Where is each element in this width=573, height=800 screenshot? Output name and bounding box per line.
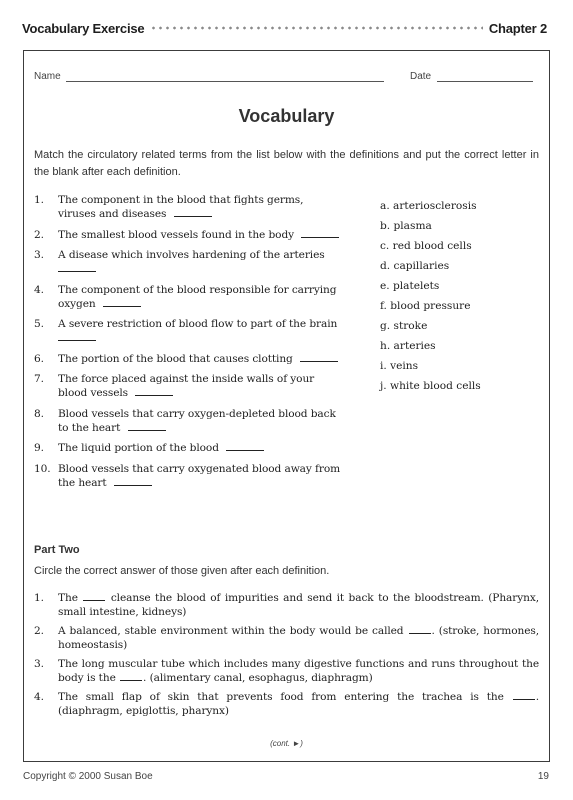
header-dotted-rule [150,26,482,30]
term-item: f. blood pressure [380,300,471,312]
answer-blank[interactable] [103,297,141,307]
answer-blank[interactable] [301,228,339,238]
term-item: d. capillaries [380,260,450,272]
instructions: Match the circulatory related terms from the list below with the definitions and put the correct letter in the blank after each definition. [34,149,539,178]
part-two-title: Part Two [34,544,80,556]
answer-blank[interactable] [135,386,173,396]
term-item: b. plasma [380,220,432,232]
copyright: Copyright © 2000 Susan Boe [23,771,153,782]
question-item: 4. The small flap of skin that prevents food from entering the trachea is the . (diaphragm, epiglottis, pharynx) [34,691,539,717]
term-item: a. arteriosclerosis [380,200,477,212]
definition-item: 7. The force placed against the inside walls of your blood vessels [34,373,315,399]
term-item: j. white blood cells [380,380,481,392]
term-item: i. veins [380,360,419,372]
answer-blank[interactable] [513,690,535,700]
page-number: 19 [537,771,549,782]
answer-blank[interactable] [300,352,338,362]
term-item: h. arteries [380,340,436,352]
answer-blank[interactable] [58,262,96,272]
question-item: 3. The long muscular tube which includes many digestive functions and runs throughout the body is the . (alimentary canal, esophagus, diaphragm) [34,658,539,684]
name-date-row [34,71,531,85]
answer-blank[interactable] [226,441,264,451]
definition-item: 2. The smallest blood vessels found in the body [34,228,344,242]
name-field[interactable] [66,81,384,82]
definition-item: 6. The portion of the blood that causes clotting [34,352,344,366]
answer-blank[interactable] [114,476,152,486]
definition-item: 8. Blood vessels that carry oxygen-depleted blood back to the heart [34,407,336,434]
definitions-list [34,193,344,496]
worksheet-frame [23,50,550,762]
page-title: Vocabulary [238,106,335,126]
part-two-instructions: Circle the correct answer of those given after each definition. [34,565,330,577]
term-item: g. stroke [380,320,428,332]
answer-blank[interactable] [58,331,96,341]
part-two-list [34,591,539,723]
continued-note: (cont. ►) [270,739,303,748]
definition-item: 4. The component of the blood responsible for carrying oxygen [34,283,337,310]
terms-list [380,199,481,399]
term-item: c. red blood cells [380,240,472,252]
definition-item: 5. A severe restriction of blood flow to part of the brain [34,317,344,345]
answer-blank[interactable] [83,591,105,601]
name-label: Name [34,71,61,82]
answer-blank[interactable] [409,624,431,634]
definition-item: 3. A disease which involves hardening of the arteries [34,248,344,276]
header-chapter: Chapter 2 [488,20,547,36]
header-section-title: Vocabulary Exercise [22,20,145,36]
date-field[interactable] [437,81,533,82]
page-header [22,18,547,38]
answer-blank[interactable] [128,421,166,431]
answer-blank[interactable] [174,207,212,217]
definition-item: 1. The component in the blood that fights germs, viruses and diseases [34,194,304,220]
answer-blank[interactable] [120,671,142,681]
question-item: 2. A balanced, stable environment within the body would be called . (stroke, hormones, homeostasis) [34,625,539,651]
date-label: Date [410,71,432,82]
question-item: 1. The cleanse the blood of impurities and send it back to the bloodstream. (Pharynx, small intestine, kidneys) [34,592,539,618]
term-item: e. platelets [380,280,440,292]
definition-item: 9. The liquid portion of the blood [34,441,344,455]
definition-item: 10. Blood vessels that carry oxygenated blood away from the heart [34,462,341,489]
